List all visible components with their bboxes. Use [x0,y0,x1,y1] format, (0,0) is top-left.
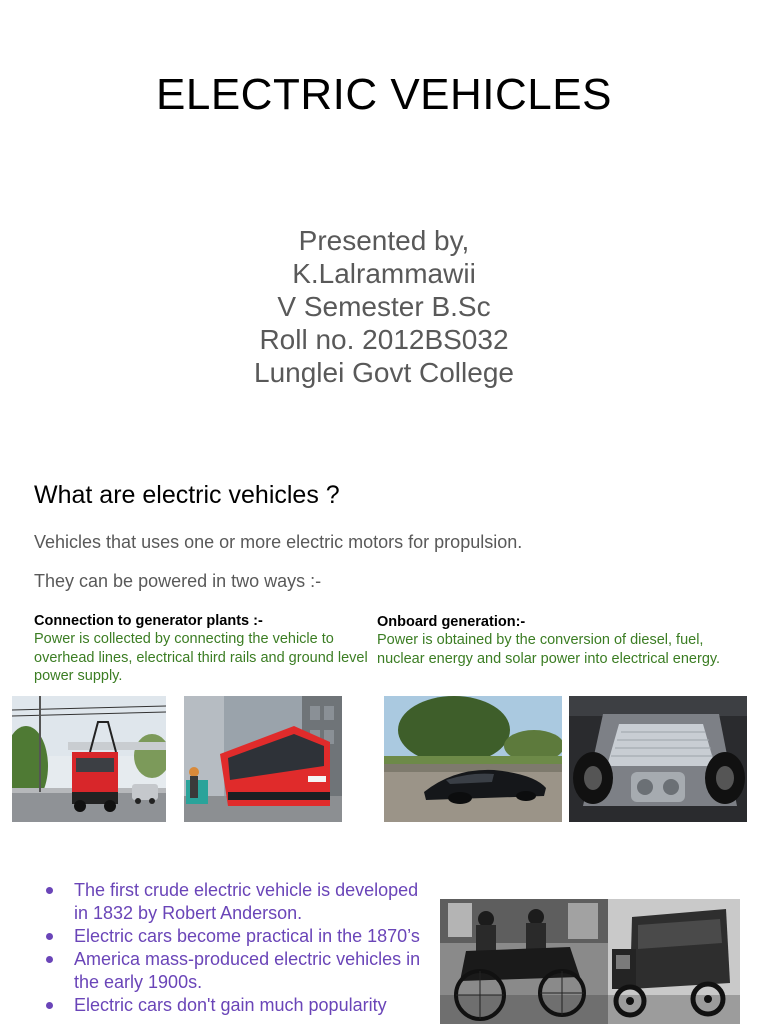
presenter-roll-no: Roll no. 2012BS032 [259,324,509,355]
vintage-truck-photo [608,899,740,1024]
bullet-dot-icon [46,887,53,894]
presenter-line: Presented by, [298,225,470,256]
bullet-dot-icon [46,956,53,963]
definition-text: Vehicles that uses one or more electric motors for propulsion. [34,532,523,552]
list-item: Electric cars don't gain much popularity [46,994,436,1017]
way-text: Power is obtained by the conversion of diesel, fuel, nuclear energy and solar power into electrical energy. [377,632,721,667]
bullet-dot-icon [46,1002,53,1009]
solar-car-photo [384,696,562,822]
way-connection [34,613,374,686]
way-heading: Connection to generator plants :- [34,613,263,629]
truck-photo [12,696,166,822]
presenter-name: K.Lalrammawii [292,258,476,289]
list-item: America mass-produced electric vehicles in the early 1900s. [46,948,436,994]
list-item: Electric cars become practical in the 1870’s [46,925,436,948]
way-text: Power is collected by connecting the vehicle to overhead lines, electrical third rails and ground level power supply. [34,631,368,684]
list-item: The first crude electric vehicle is developed in 1832 by Robert Anderson. [46,879,436,925]
ways-intro: They can be powered in two ways :- [34,571,322,591]
vintage-car-photo [440,899,608,1024]
ev-chassis-photo [569,696,747,822]
section-heading: What are electric vehicles ? [34,481,340,509]
presenter-block [0,224,768,389]
way-heading: Onboard generation:- [377,614,526,630]
presenter-college: Lunglei Govt College [254,357,514,388]
way-onboard [377,614,747,668]
streetcar-photo [184,696,342,822]
presenter-semester: V Semester B.Sc [277,291,491,322]
page-title: ELECTRIC VEHICLES [156,70,612,119]
history-bullet-list [46,879,436,1017]
bullet-dot-icon [46,933,53,940]
